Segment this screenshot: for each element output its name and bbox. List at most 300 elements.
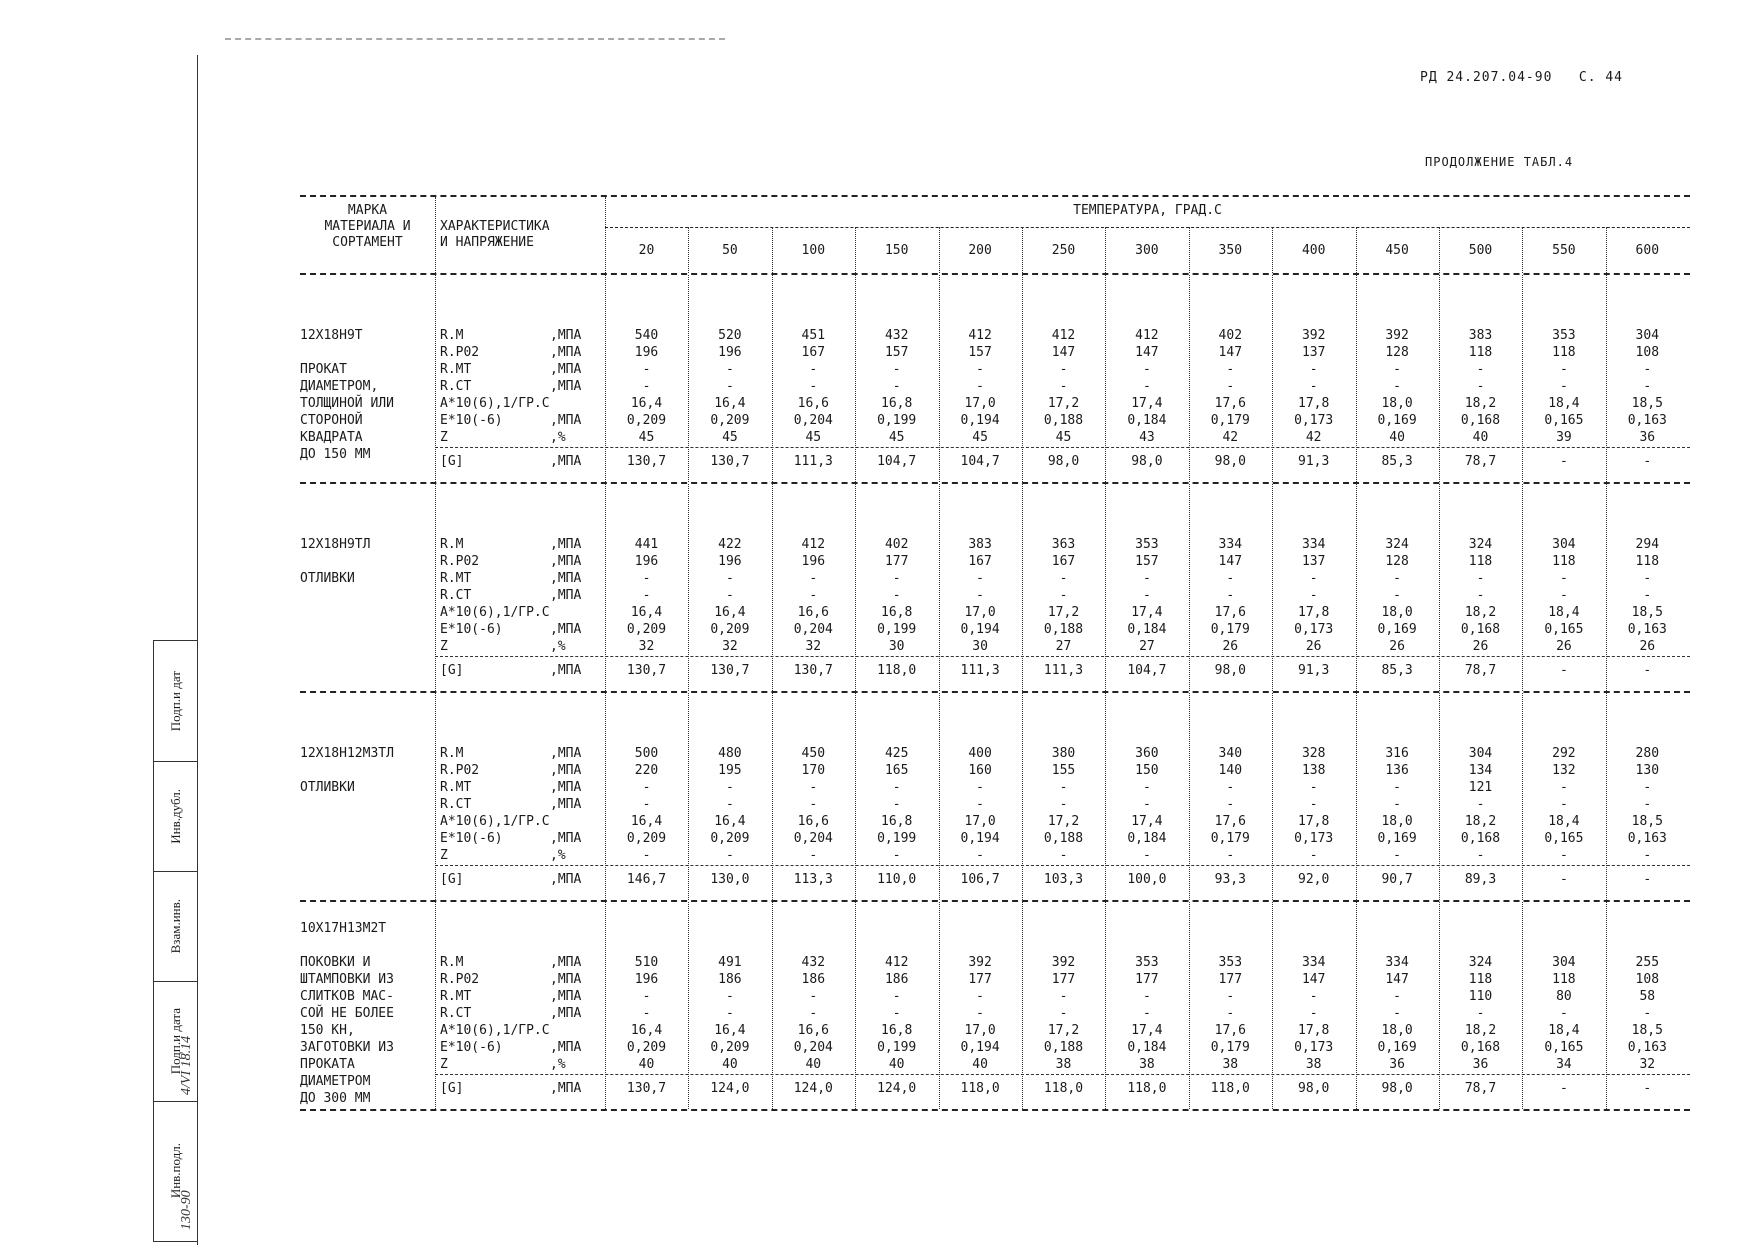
table-cell: 16,6 [797,396,829,411]
table-cell: 304 [1468,746,1493,761]
material-label-line: ШТАМПОВКИ ИЗ [300,972,394,987]
table-cell: - [892,989,901,1004]
table-cell: - [725,989,734,1004]
table-cell: 0,204 [793,622,833,637]
table-cell: - [1643,1081,1652,1096]
table-cell: 16,8 [881,1023,913,1038]
table-cell: 400 [968,746,992,761]
table-cell: 26 [1556,639,1572,654]
table-cell: - [1309,848,1318,863]
table-cell: 118 [1552,345,1576,360]
table-cell: 17,6 [1214,1023,1246,1038]
table-cell: 147 [1301,972,1326,987]
header-column-separator [772,227,773,273]
table-cell: - [1142,848,1151,863]
table-cell: - [809,571,818,586]
table-cell: 130,7 [710,454,750,469]
table-cell: 32 [722,639,738,654]
row-unit: ,% [550,1057,566,1072]
row-unit: ,МПА [550,454,582,469]
table-cell: 0,199 [877,831,917,846]
table-cell: 324 [1468,955,1493,970]
table-cell: 0,173 [1294,622,1334,637]
row-unit: ,МПА [550,1081,582,1096]
header-column-separator [1522,227,1523,273]
table-cell: 16,4 [630,396,663,411]
table-row [300,847,1690,864]
table-cell: 167 [968,554,992,569]
material-label-line: ПРОКАТ [300,362,347,377]
handwritten-inventory-number: 130-90 [179,1190,194,1230]
table-cell: 0,188 [1043,622,1084,637]
table-cell: 0,194 [960,831,1000,846]
table-cell: - [1226,780,1235,795]
table-cell: 383 [1468,328,1493,343]
table-cell: 104,7 [960,454,1000,469]
table-cell: 220 [634,763,659,778]
table-cell: - [892,780,901,795]
table-cell: - [1643,362,1652,377]
table-cell: - [1643,454,1652,469]
table-cell: - [1309,797,1318,812]
table-cell: - [1476,797,1485,812]
table-cell: 110,0 [877,872,917,887]
table-row [300,971,1690,988]
table-cell: 0,199 [877,413,917,428]
row-characteristic: A*10(6),1/ГР.С [440,605,550,620]
allowable-stress-separator [435,865,1690,866]
table-row [300,779,1690,796]
table-cell: 412 [968,328,992,343]
material-label-line [300,937,435,954]
table-cell: 118 [1552,972,1576,987]
table-cell: - [1559,872,1568,887]
table-cell: 0,209 [710,1040,750,1055]
table-cell: 0,194 [960,1040,1000,1055]
table-cell: 17,2 [1047,396,1080,411]
table-cell: 18,2 [1464,605,1497,620]
material-label-line: 150 КН, [300,1023,355,1038]
table-cell: 0,209 [710,831,750,846]
row-unit: ,МПА [550,797,582,812]
table-cell: 0,194 [960,622,1000,637]
table-cell: 98,0 [1214,663,1246,678]
row-unit: ,МПА [550,413,582,428]
table-cell: - [642,588,651,603]
table-cell: 100,0 [1127,872,1167,887]
table-cell: - [1142,588,1151,603]
table-cell: - [1142,797,1151,812]
table-cell: 177 [884,554,909,569]
table-cell: 18,5 [1631,1023,1663,1038]
table-cell: 412 [884,955,909,970]
table-cell: 111,3 [960,663,1000,678]
table-cell: - [1059,780,1068,795]
table-cell: 392 [1385,328,1409,343]
table-cell: 17,0 [964,1023,996,1038]
row-characteristic: [G] [440,663,464,678]
table-cell: 98,0 [1131,454,1163,469]
row-characteristic: Z [440,1057,448,1072]
table-cell: - [1559,1081,1568,1096]
row-unit: ,МПА [550,955,582,970]
table-cell: 147 [1385,972,1409,987]
row-unit: ,% [550,639,566,654]
table-cell: 334 [1218,537,1243,552]
table-cell: 39 [1556,430,1572,445]
table-cell: 0,209 [626,622,667,637]
table-cell: - [809,362,818,377]
table-cell: 412 [801,537,826,552]
table-cell: 186 [801,972,826,987]
row-unit: ,МПА [550,831,582,846]
material-label-line: ДО 300 ММ [300,1091,371,1106]
table-cell: 491 [718,955,742,970]
table-row [300,553,1690,570]
table-cell: - [642,780,651,795]
row-characteristic: A*10(6),1/ГР.С [440,1023,550,1038]
header-temperature-cell: 200 [968,243,992,258]
header-column-separator [1189,227,1190,273]
header-column-separator [1272,227,1273,273]
table-cell: 196 [718,345,742,360]
table-cell: 304 [1635,328,1660,343]
table-cell: 147 [1218,345,1243,360]
table-cell: 17,4 [1131,814,1163,829]
material-label-line: СТОРОНОЙ [300,413,363,428]
table-cell: 98,0 [1298,1081,1330,1096]
table-cell: - [976,989,984,1004]
table-cell: 186 [884,972,909,987]
table-cell: 0,163 [1627,413,1667,428]
table-cell: 17,0 [964,814,996,829]
material-block [300,693,1690,902]
material-label-line: ДИАМЕТРОМ [300,1074,371,1089]
table-cell: - [976,780,984,795]
table-row [300,587,1690,604]
table-cell: - [725,588,734,603]
table-cell: 17,0 [964,396,996,411]
table-cell: 45 [638,430,655,445]
table-cell: - [1643,1006,1652,1021]
header-column-separator [939,227,940,273]
table-cell: - [1559,454,1568,469]
table-cell: 130,7 [626,1081,667,1096]
table-cell: - [642,1006,651,1021]
table-row [300,378,1690,395]
table-cell: 16,4 [630,605,663,620]
table-cell: 280 [1635,746,1660,761]
table-cell: 18,4 [1548,1023,1580,1038]
table-cell: 17,6 [1214,396,1246,411]
table-cell: 16,6 [797,1023,829,1038]
table-cell: 334 [1301,955,1326,970]
table-cell: 58 [1639,989,1656,1004]
table-cell: 26 [1389,639,1405,654]
table-cell: - [1393,780,1401,795]
row-characteristic: R.M [440,328,464,343]
table-cell: - [1309,571,1318,586]
table-cell: - [1142,571,1151,586]
row-characteristic: R.P02 [440,972,480,987]
table-row [300,570,1690,587]
table-cell: - [1393,571,1401,586]
table-cell: 150 [1135,763,1159,778]
table-cell: 40 [722,1057,738,1072]
table-cell: 137 [1301,554,1326,569]
table-cell: 45 [805,430,822,445]
row-characteristic: [G] [440,454,464,469]
material-label-line: 12Х18Н12М3ТЛ [300,746,394,761]
table-cell: 91,3 [1298,454,1330,469]
row-unit: ,МПА [550,622,582,637]
table-cell: 17,4 [1131,1023,1163,1038]
row-unit: ,МПА [550,328,582,343]
table-cell: 0,179 [1210,622,1250,637]
table-cell: 392 [1051,955,1076,970]
table-cell: - [1059,571,1068,586]
table-cell: 132 [1552,763,1576,778]
table-cell: 402 [1218,328,1243,343]
table-cell: 18,0 [1381,1023,1413,1038]
table-cell: - [1226,362,1235,377]
table-cell: 16,4 [630,1023,663,1038]
table-cell: - [725,571,734,586]
table-row [300,745,1690,762]
table-cell: 412 [1135,328,1159,343]
stamp-cell-dup-inv: Инв.дубл. [154,761,198,872]
table-cell: 16,6 [797,605,829,620]
header-temperature-cell: 100 [801,243,826,258]
table-cell: 32 [1639,1057,1656,1072]
table-cell: 196 [801,554,826,569]
table-cell: - [1226,1006,1235,1021]
table-cell: - [1559,379,1568,394]
table-cell: - [1142,780,1151,795]
table-cell: 40 [888,1057,905,1072]
table-cell: 432 [801,955,826,970]
table-row [300,621,1690,638]
table-cell: 147 [1218,554,1243,569]
table-row [300,327,1690,344]
table-cell: 138 [1301,763,1326,778]
table-cell: 124,0 [877,1081,917,1096]
material-block [300,484,1690,693]
table-cell: - [1643,848,1652,863]
table-cell: 18,2 [1464,1023,1497,1038]
table-cell: 0,204 [793,413,833,428]
table-cell: 304 [1552,537,1576,552]
table-row [300,988,1690,1005]
table-cell: - [642,379,651,394]
row-characteristic: R.P02 [440,763,480,778]
table-cell: 16,8 [881,605,913,620]
table-cell: 18,5 [1631,814,1663,829]
row-unit: ,МПА [550,1040,582,1055]
table-cell: 40 [638,1057,655,1072]
table-cell: - [976,1006,984,1021]
row-characteristic: R.P02 [440,554,480,569]
table-cell: 118 [1468,345,1493,360]
header-temperature-cell: 600 [1635,243,1660,258]
table-cell: - [809,989,818,1004]
table-row [300,412,1690,429]
table-cell: - [976,571,984,586]
table-cell: 118,0 [960,1081,1000,1096]
table-cell: 520 [718,328,742,343]
table-cell: 0,204 [793,831,833,846]
row-unit: ,МПА [550,989,582,1004]
row-unit: ,МПА [550,554,582,569]
table-cell: 130,7 [626,454,667,469]
row-unit: ,МПА [550,1006,582,1021]
table-cell: 0,169 [1377,413,1417,428]
table-cell: 392 [1301,328,1326,343]
table-cell: 157 [884,345,909,360]
top-scan-line [225,38,725,40]
table-cell: 108 [1635,345,1660,360]
row-unit: ,МПА [550,780,582,795]
table-cell: - [1309,1006,1318,1021]
table-cell: 0,209 [626,1040,667,1055]
table-cell: 18,0 [1381,605,1413,620]
table-cell: 16,8 [881,814,913,829]
stamp-cell-signature-date: Подп.и дат [154,641,198,762]
table-row [300,1080,1690,1097]
table-cell: 0,163 [1627,831,1667,846]
table-cell: 78,7 [1464,663,1497,678]
table-cell: 16,8 [881,396,913,411]
table-cell: 16,4 [714,814,746,829]
table-cell: 106,7 [960,872,1000,887]
table-cell: 26 [1222,639,1239,654]
table-cell: - [1559,588,1568,603]
table-cell: 353 [1218,955,1243,970]
table-cell: 196 [634,345,659,360]
row-characteristic: R.CT [440,379,472,394]
table-cell: 324 [1385,537,1409,552]
table-cell: - [892,379,901,394]
header-column-separator [1022,227,1023,273]
table-cell: 0,173 [1294,1040,1334,1055]
material-label-line: ПОКОВКИ И [300,955,371,970]
table-cell: 34 [1556,1057,1572,1072]
table-cell: 0,194 [960,413,1000,428]
table-row [300,453,1690,470]
table-cell: 510 [634,955,659,970]
table-cell: 140 [1218,763,1243,778]
material-label-line: КВАДРАТА [300,430,363,445]
table-cell: 16,4 [630,814,663,829]
table-cell: 432 [884,328,909,343]
table-cell: 134 [1468,763,1493,778]
table-cell: 16,6 [797,814,829,829]
table-cell: 32 [638,639,655,654]
header-column-separator [688,227,689,273]
table-cell: 402 [884,537,909,552]
table-cell: 104,7 [1127,663,1167,678]
table-row [300,954,1690,971]
table-row [300,830,1690,847]
row-unit: ,МПА [550,537,582,552]
row-unit: ,% [550,848,566,863]
table-cell: 167 [1051,554,1076,569]
table-cell: 42 [1305,430,1322,445]
table-cell: 110 [1468,989,1493,1004]
table-cell: 18,0 [1381,814,1413,829]
allowable-stress-separator [435,447,1690,448]
table-cell: - [725,362,734,377]
table-cell: 0,188 [1043,413,1084,428]
table-cell: 130,0 [710,872,750,887]
table-cell: - [1393,797,1401,812]
table-cell: 0,168 [1460,1040,1501,1055]
table-cell: 40 [1472,430,1489,445]
row-unit: ,МПА [550,588,582,603]
table-cell: 0,168 [1460,622,1501,637]
table-cell: - [1559,571,1568,586]
table-cell: 43 [1139,430,1155,445]
table-cell: 0,179 [1210,1040,1250,1055]
table-cell: 177 [968,972,992,987]
table-cell: 18,2 [1464,814,1497,829]
row-unit: ,МПА [550,872,582,887]
table-cell: 32 [805,639,822,654]
table-cell: 0,199 [877,622,917,637]
row-characteristic: Z [440,848,448,863]
table-cell: 17,2 [1047,814,1080,829]
table-cell: 93,3 [1214,872,1246,887]
table-cell: 78,7 [1464,454,1497,469]
table-cell: - [976,797,984,812]
row-characteristic: R.CT [440,797,472,812]
table-cell: 128 [1385,554,1409,569]
row-characteristic: [G] [440,1081,464,1096]
table-cell: - [892,362,901,377]
table-cell: 18,5 [1631,396,1663,411]
row-characteristic: E*10(-6) [440,413,503,428]
table-cell: 422 [718,537,742,552]
material-label-line: ДО 150 ММ [300,447,371,462]
table-cell: 91,3 [1298,663,1330,678]
allowable-stress-separator [435,656,1690,657]
table-cell: 26 [1305,639,1322,654]
table-cell: 186 [718,972,742,987]
table-cell: - [1226,379,1235,394]
table-cell: 26 [1639,639,1656,654]
table-cell: 130,7 [793,663,833,678]
table-cell: 118 [1468,972,1493,987]
row-unit: ,% [550,430,566,445]
table-cell: 118 [1468,554,1493,569]
table-row [300,813,1690,830]
table-cell: 0,165 [1544,413,1584,428]
table-cell: 130,7 [710,663,750,678]
table-cell: 45 [722,430,738,445]
table-cell: 17,6 [1214,814,1246,829]
table-row [300,344,1690,361]
table-cell: 38 [1222,1057,1239,1072]
table-cell: 45 [1055,430,1072,445]
allowable-stress-separator [435,1074,1690,1075]
table-cell: 0,173 [1294,831,1334,846]
table-cell: 441 [634,537,659,552]
material-label-line: СЛИТКОВ МАС- [300,989,394,1004]
table-cell: 0,168 [1460,413,1501,428]
table-cell: 0,168 [1460,831,1501,846]
table-cell: 111,3 [1043,663,1084,678]
table-cell: 0,209 [626,413,667,428]
